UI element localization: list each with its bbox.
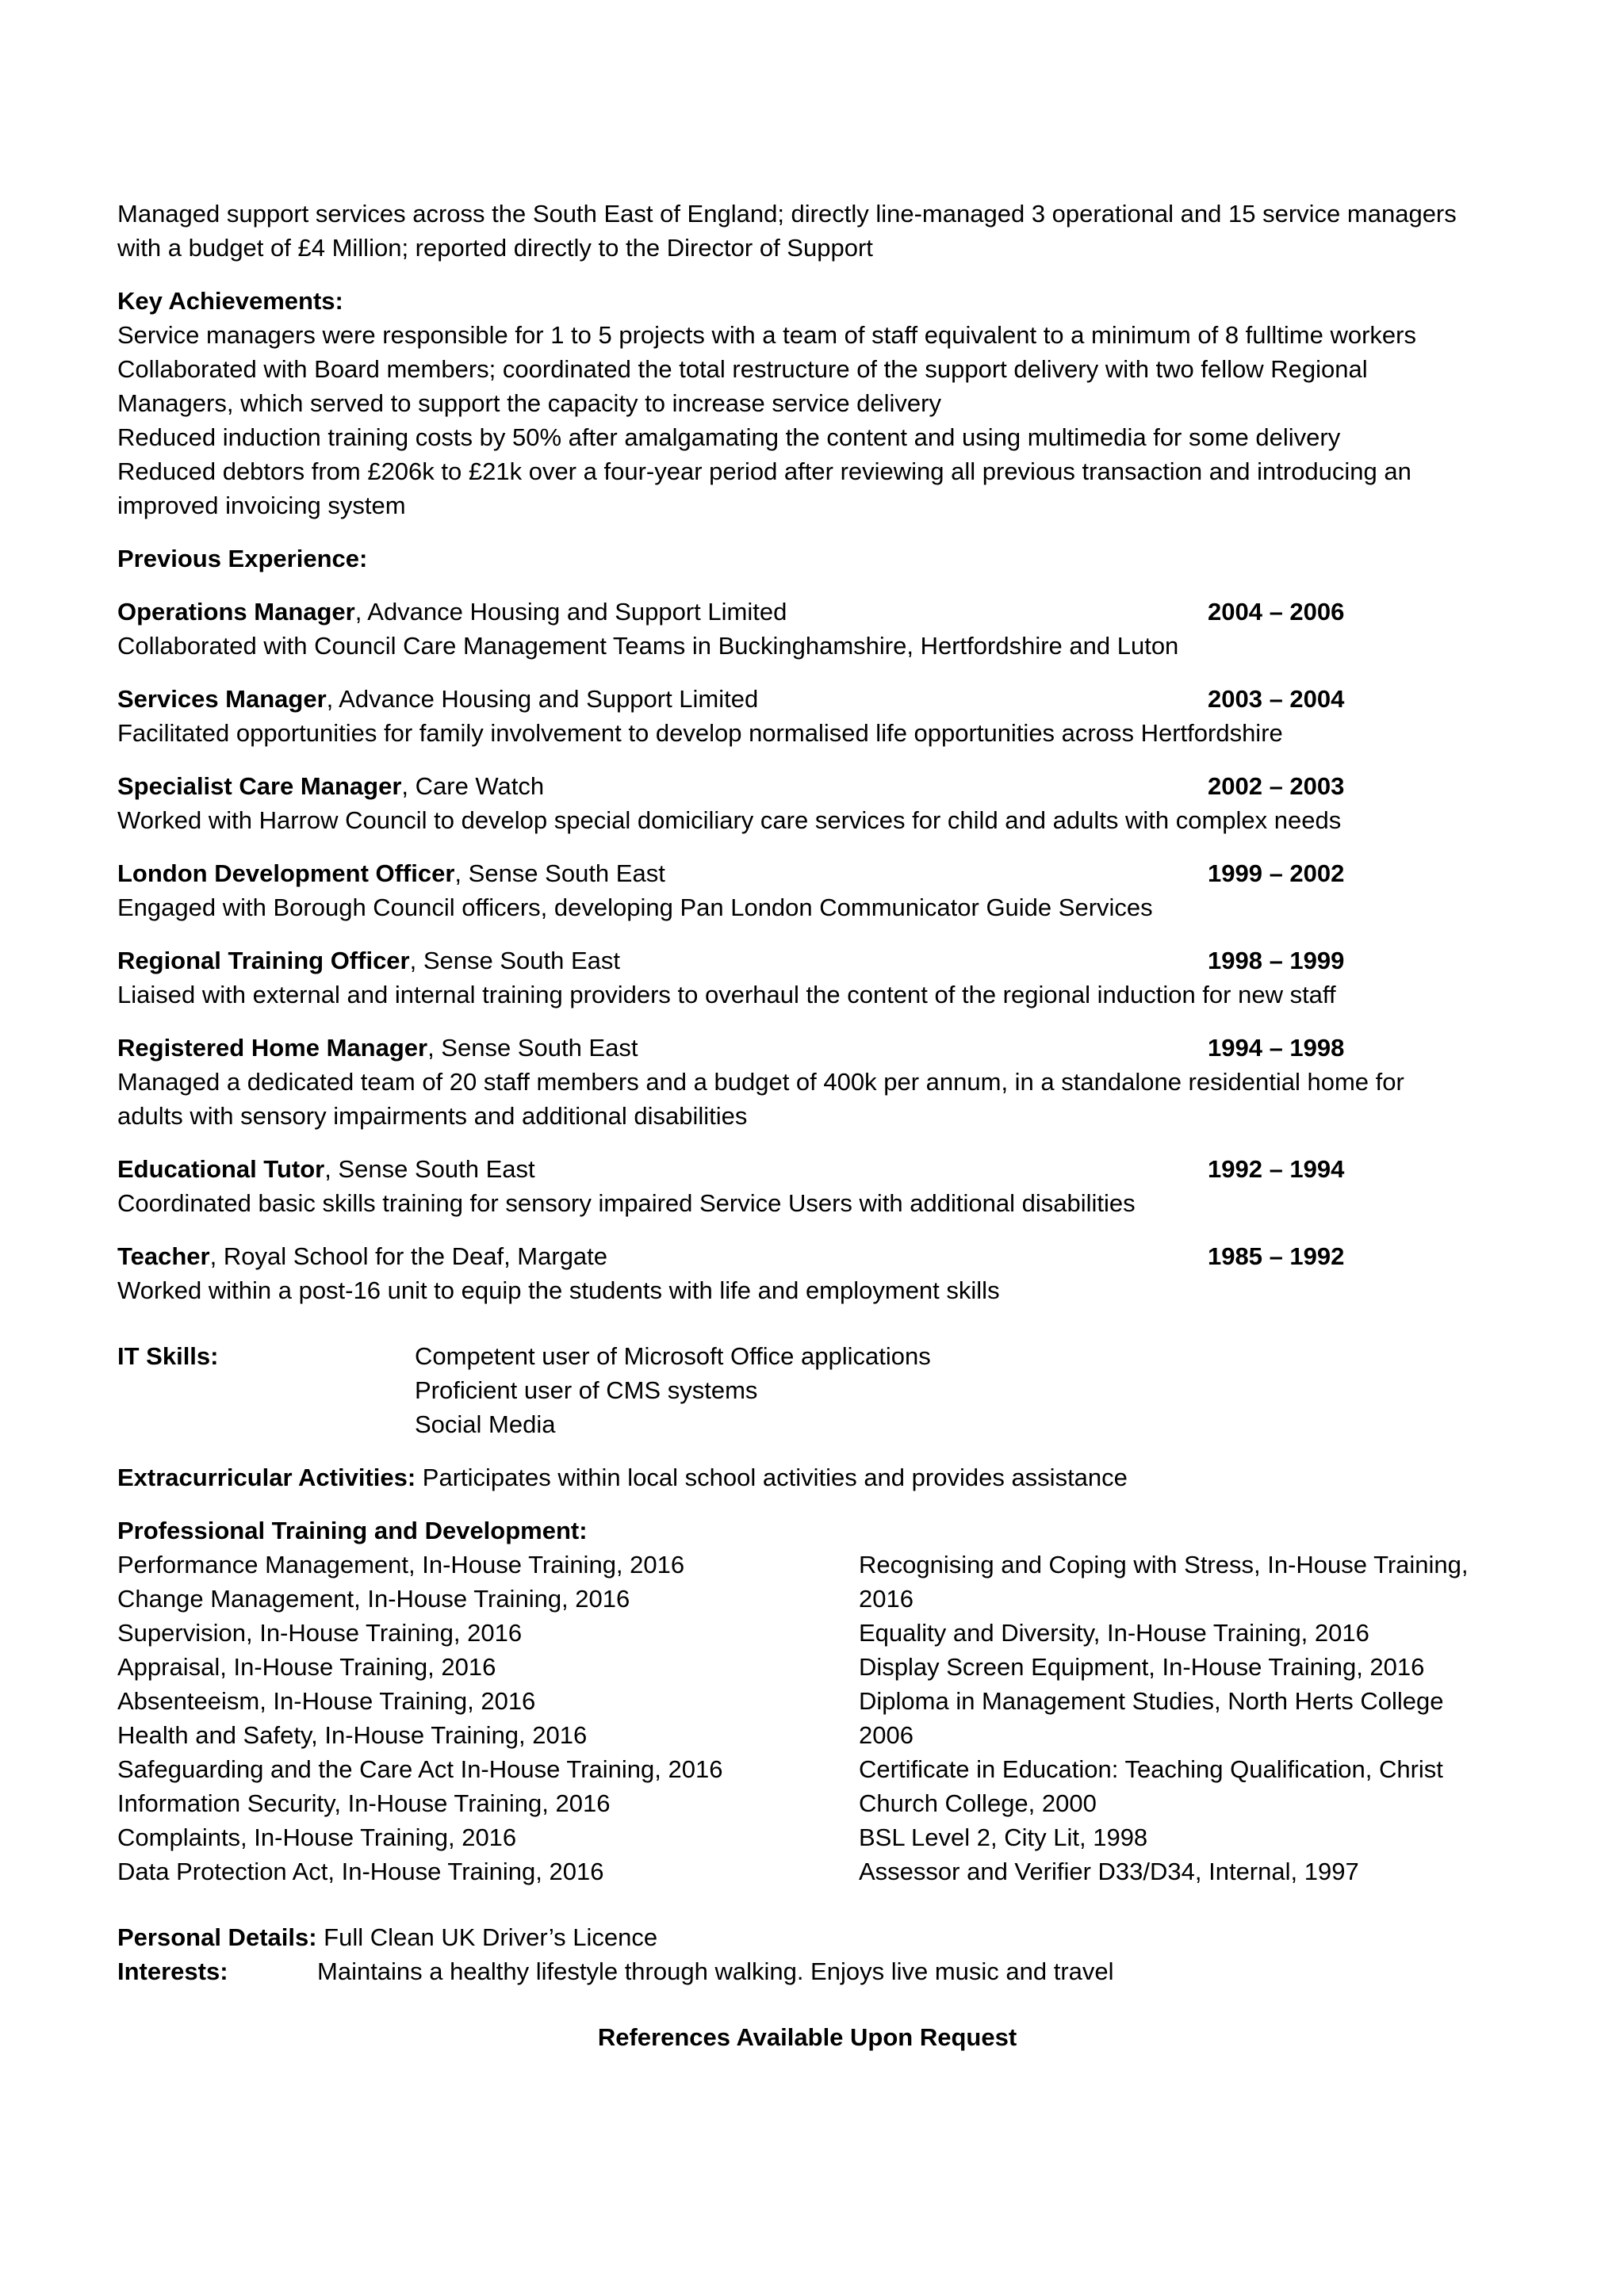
achievement-line: Service managers were responsible for 1 to 5 projects with a team of staff equivalent to a minimum of 8 fulltime workers [117, 321, 1416, 349]
job-organisation: , Royal School for the Deaf, Margate [209, 1242, 608, 1270]
job-header [117, 1239, 1497, 1273]
achievement-line: improved invoicing system [117, 492, 406, 519]
job-organisation: , Sense South East [324, 1155, 535, 1183]
training-heading: Professional Training and Development: [117, 1517, 588, 1544]
training-item: 2006 [859, 1721, 914, 1749]
it-skills-list [415, 1339, 931, 1441]
job-organisation: , Advance Housing and Support Limited [354, 598, 787, 626]
job-dates: 2002 – 2003 [1208, 772, 1345, 800]
training-item: Complaints, In-House Training, 2016 [117, 1823, 517, 1851]
job-entry [117, 595, 1497, 663]
training-item: Church College, 2000 [859, 1789, 1097, 1817]
extracurricular-section [117, 1460, 1497, 1494]
achievement-line: Reduced induction training costs by 50% after amalgamating the content and using multimedia for some delivery [117, 423, 1341, 451]
training-item: Change Management, In-House Training, 2016 [117, 1585, 630, 1613]
training-right-column [859, 1548, 1497, 1888]
job-description: Managed a dedicated team of 20 staff members and a budget of 400k per annum, in a standalone residential home for [117, 1068, 1404, 1096]
job-header [117, 769, 1497, 803]
job-entry [117, 856, 1497, 924]
job-description: Liaised with external and internal training providers to overhaul the content of the regional induction for new staff [117, 981, 1336, 1008]
job-description: Facilitated opportunities for family involvement to develop normalised life opportunities across Hertfordshire [117, 719, 1283, 747]
job-header [117, 1031, 1497, 1065]
summary-line: with a budget of £4 Million; reported directly to the Director of Support [117, 234, 873, 262]
job-header [117, 943, 1497, 978]
personal-details-label: Personal Details: [117, 1923, 317, 1951]
it-skills-label: IT Skills: [117, 1342, 219, 1370]
job-description: adults with sensory impairments and additional disabilities [117, 1102, 748, 1130]
job-entry [117, 943, 1497, 1012]
job-dates: 1992 – 1994 [1208, 1155, 1345, 1183]
job-entry [117, 1031, 1497, 1133]
achievements-section [117, 284, 1497, 522]
job-organisation: , Advance Housing and Support Limited [326, 685, 759, 713]
job-header [117, 856, 1497, 890]
job-title: Registered Home Manager [117, 1034, 428, 1062]
it-skill-item: Social Media [415, 1410, 556, 1438]
job-dates: 1999 – 2002 [1208, 859, 1345, 887]
achievement-line: Reduced debtors from £206k to £21k over a four-year period after reviewing all previous transaction and introducing an [117, 457, 1411, 485]
it-skill-item: Competent user of Microsoft Office applications [415, 1342, 931, 1370]
job-title: Operations Manager [117, 598, 355, 626]
training-item: Display Screen Equipment, In-House Training, 2016 [859, 1653, 1425, 1681]
job-title: Services Manager [117, 685, 327, 713]
personal-section [117, 1920, 1497, 1988]
interests-label: Interests: [117, 1957, 228, 1985]
job-header [117, 595, 1497, 629]
job-description: Collaborated with Council Care Management Teams in Buckinghamshire, Hertfordshire and Luton [117, 632, 1179, 660]
training-item: Health and Safety, In-House Training, 2016 [117, 1721, 588, 1749]
extracurricular-label: Extracurricular Activities: [117, 1464, 416, 1491]
training-item: Safeguarding and the Care Act In-House Training, 2016 [117, 1755, 723, 1783]
achievement-line: Collaborated with Board members; coordinated the total restructure of the support delivery with two fellow Regional [117, 355, 1368, 383]
job-dates: 2003 – 2004 [1208, 685, 1345, 713]
training-item: BSL Level 2, City Lit, 1998 [859, 1823, 1148, 1851]
previous-experience-section [117, 541, 1497, 1307]
training-item: Certificate in Education: Teaching Qualification, Christ [859, 1755, 1443, 1783]
job-header [117, 682, 1497, 716]
it-skills-section [117, 1339, 1497, 1441]
interests-text: Maintains a healthy lifestyle through walking. Enjoys live music and travel [317, 1957, 1114, 1985]
job-dates: 1998 – 1999 [1208, 947, 1345, 974]
job-title: Regional Training Officer [117, 947, 410, 974]
job-title: Teacher [117, 1242, 210, 1270]
summary-section [117, 197, 1497, 265]
achievements-heading: Key Achievements: [117, 287, 343, 315]
previous-experience-heading: Previous Experience: [117, 545, 368, 572]
job-organisation: , Sense South East [427, 1034, 638, 1062]
extracurricular-text: Participates within local school activities and provides assistance [416, 1464, 1128, 1491]
training-item: Diploma in Management Studies, North Herts College [859, 1687, 1444, 1715]
job-description: Worked within a post-16 unit to equip the students with life and employment skills [117, 1276, 1000, 1304]
it-skill-item: Proficient user of CMS systems [415, 1376, 758, 1404]
training-item: Recognising and Coping with Stress, In-House Training, [859, 1551, 1469, 1578]
job-list [117, 595, 1497, 1307]
job-organisation: , Sense South East [409, 947, 621, 974]
training-item: Performance Management, In-House Training, 2016 [117, 1551, 685, 1578]
job-dates: 2004 – 2006 [1208, 598, 1345, 626]
job-description: Worked with Harrow Council to develop special domiciliary care services for child and adults with complex needs [117, 806, 1342, 834]
training-item: 2016 [859, 1585, 914, 1613]
cv-content [117, 197, 1497, 2054]
training-columns [117, 1548, 1497, 1888]
job-title: London Development Officer [117, 859, 455, 887]
interests-row [117, 1954, 1497, 1988]
job-entry [117, 1152, 1497, 1220]
summary-line: Managed support services across the South East of England; directly line-managed 3 operational and 15 service managers [117, 200, 1457, 228]
training-section [117, 1513, 1497, 1888]
training-item: Assessor and Verifier D33/D34, Internal, 1997 [859, 1858, 1359, 1885]
training-item: Equality and Diversity, In-House Training, 2016 [859, 1619, 1369, 1647]
job-description: Engaged with Borough Council officers, developing Pan London Communicator Guide Services [117, 894, 1153, 921]
job-organisation: , Sense South East [454, 859, 665, 887]
training-item: Appraisal, In-House Training, 2016 [117, 1653, 496, 1681]
personal-details [117, 1920, 1497, 1954]
job-header [117, 1152, 1497, 1186]
references-note: References Available Upon Request [597, 2023, 1017, 2051]
training-item: Supervision, In-House Training, 2016 [117, 1619, 523, 1647]
job-description: Coordinated basic skills training for sensory impaired Service Users with additional disabilities [117, 1189, 1136, 1217]
achievement-line: Managers, which served to support the capacity to increase service delivery [117, 389, 941, 417]
job-dates: 1994 – 1998 [1208, 1034, 1345, 1062]
training-item: Data Protection Act, In-House Training, 2016 [117, 1858, 604, 1885]
job-title: Educational Tutor [117, 1155, 325, 1183]
job-entry [117, 769, 1497, 837]
training-left-column [117, 1548, 859, 1888]
job-entry [117, 682, 1497, 750]
training-item: Absenteeism, In-House Training, 2016 [117, 1687, 536, 1715]
job-organisation: , Care Watch [401, 772, 545, 800]
job-title: Specialist Care Manager [117, 772, 402, 800]
job-dates: 1985 – 1992 [1208, 1242, 1345, 1270]
personal-details-text: Full Clean UK Driver’s Licence [316, 1923, 658, 1951]
training-item: Information Security, In-House Training, 2016 [117, 1789, 611, 1817]
job-entry [117, 1239, 1497, 1307]
